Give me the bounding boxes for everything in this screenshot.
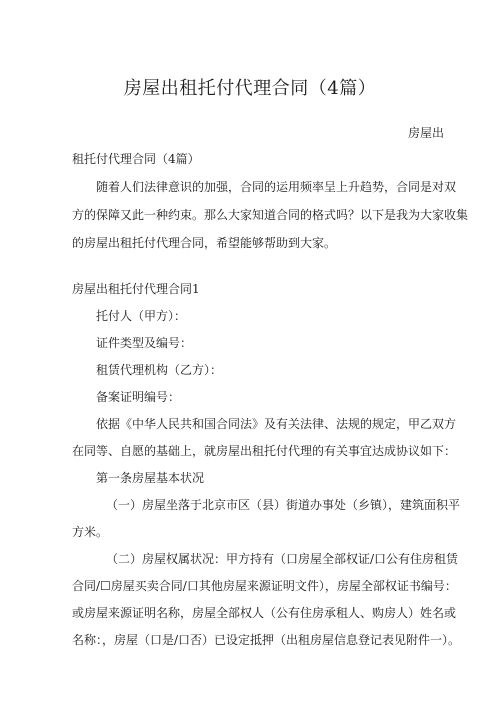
- clause-line: 或房屋来源证明名称，房屋全部权人（公有住房承租人、购房人）姓名或: [72, 606, 457, 620]
- clause-line: （二）房屋权属状况：甲方持有（口房屋全部权证/口公有住房租赁: [106, 552, 459, 566]
- clause-line: 名称：，房屋（口是/口否）已设定抵押（出租房屋信息登记表见附件一）。: [72, 633, 461, 647]
- field-label-agent: 租赁代理机构（乙方）：: [96, 363, 223, 377]
- preamble-line: 依据《中华人民共和国合同法》及有关法律、法规的规定，甲乙双方: [96, 417, 457, 431]
- preamble-line: 在同等、自愿的基础上，就房屋出租托付代理的有关事宜达成协议如下：: [72, 444, 457, 458]
- intro-line: 的房屋出租托付代理合同，希望能够帮助到大家。: [72, 236, 337, 250]
- clause-line: （一）房屋坐落于北京市区（县）街道办事处（乡镇），建筑面积平: [106, 498, 461, 512]
- header-fragment: 房屋出: [407, 126, 444, 140]
- field-label-filing: 备案证明编号：: [96, 390, 181, 404]
- field-label-principal: 托付人（甲方）：: [96, 309, 187, 323]
- section-title: 房屋出租托付代理合同1: [72, 282, 200, 296]
- article-title: 第一条房屋基本状况: [96, 471, 205, 485]
- clause-line: 合同/☐房屋买卖合同/口其他房屋来源证明文件），房屋全部权证书编号：: [72, 579, 457, 593]
- clause-line: 方米。: [72, 525, 109, 539]
- intro-line: 方的保障又此一种约束。那么大家知道合同的格式吗？以下是我为大家收集: [72, 208, 469, 222]
- field-label-id: 证件类型及编号：: [96, 336, 193, 350]
- document-title: 房屋出租托付代理合同（4篇）: [123, 78, 377, 99]
- intro-line: 随着人们法律意识的加强，合同的运用频率呈上升趋势，合同是对双: [96, 180, 457, 194]
- header-continuation: 租托付代理合同（4篇）: [72, 152, 200, 166]
